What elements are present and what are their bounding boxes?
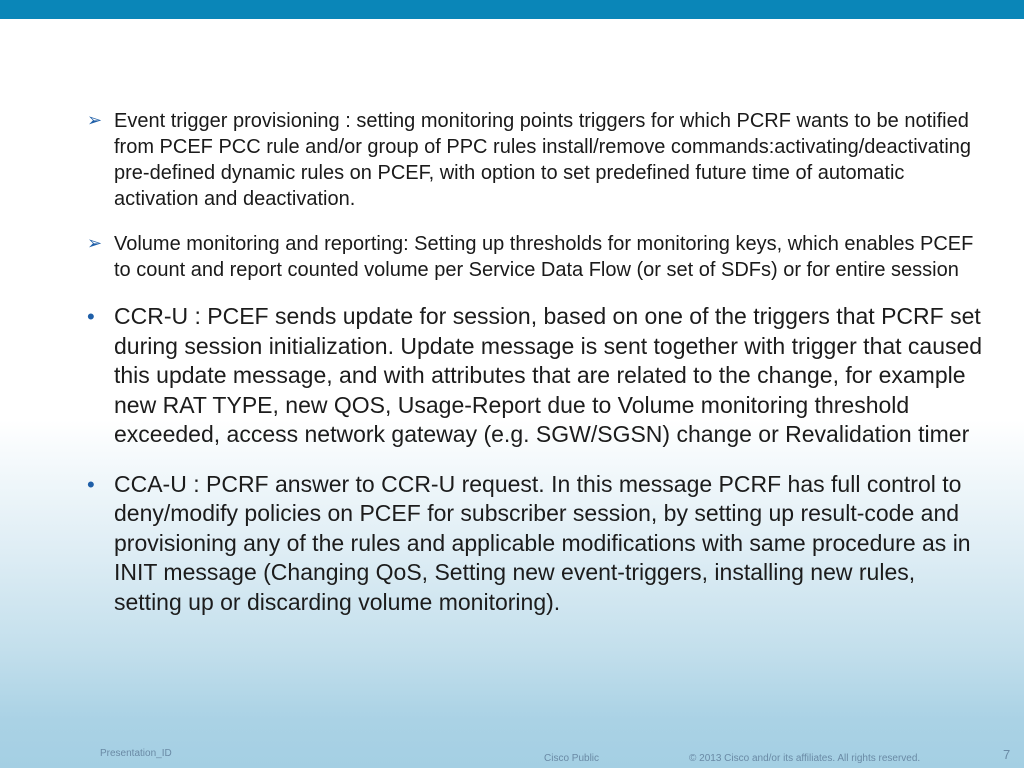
bullet-volume-monitoring xyxy=(86,231,986,283)
arrow-bullet-icon: ➢ xyxy=(87,233,103,253)
bullet-text: CCA-U : PCRF answer to CCR-U request. In this message PCRF has full control to deny/modify policies on PCEF for subscriber session, by setting up result-code and provisioning any of the rules and applicable modifications with same procedure as in INIT message (Changing QoS, Setting new event-triggers, installing new rules, setting up or discarding volume monitoring). xyxy=(114,470,971,615)
footer-classification: Cisco Public xyxy=(544,753,600,764)
slide-body xyxy=(86,108,986,617)
footer-presentation-id: Presentation_ID xyxy=(100,748,172,759)
dot-bullet-icon: • xyxy=(87,304,95,329)
bullet-ccr-u xyxy=(86,302,986,450)
dot-bullet-icon: • xyxy=(87,471,95,497)
footer-copyright: © 2013 Cisco and/or its affiliates. All rights reserved. xyxy=(689,753,921,764)
arrow-bullet-icon: ➢ xyxy=(87,110,103,130)
bullet-cca-u xyxy=(86,470,986,618)
bullet-event-trigger-provisioning xyxy=(86,108,986,212)
bullet-text: Volume monitoring and reporting: Setting up thresholds for monitoring keys, which enables PCEF to count and report counted volume per Service Data Flow (or set of SDFs) or for entire session xyxy=(114,233,974,281)
bullet-text: Event trigger provisioning : setting monitoring points triggers for which PCRF wants to be notified from PCEF PCC rule and/or group of PPC rules install/remove commands:activating/deactivating pre-defined dynamic rules on PCEF, with option to set predefined future time of automatic activation and deactivation. xyxy=(114,110,972,210)
bullet-text: CCR-U : PCEF sends update for session, based on one of the triggers that PCRF set during session initialization. Update message is sent together with trigger that caused this update message, and with attributes that are related to the change, for example new RAT TYPE, new QOS, Usage-Report due to Volume monitoring threshold exceeded, access network gateway (e.g. SGW/SGSN) change or Revalidation timer xyxy=(114,303,983,447)
page-number: 7 xyxy=(1003,747,1011,762)
top-accent-bar xyxy=(0,0,1024,19)
